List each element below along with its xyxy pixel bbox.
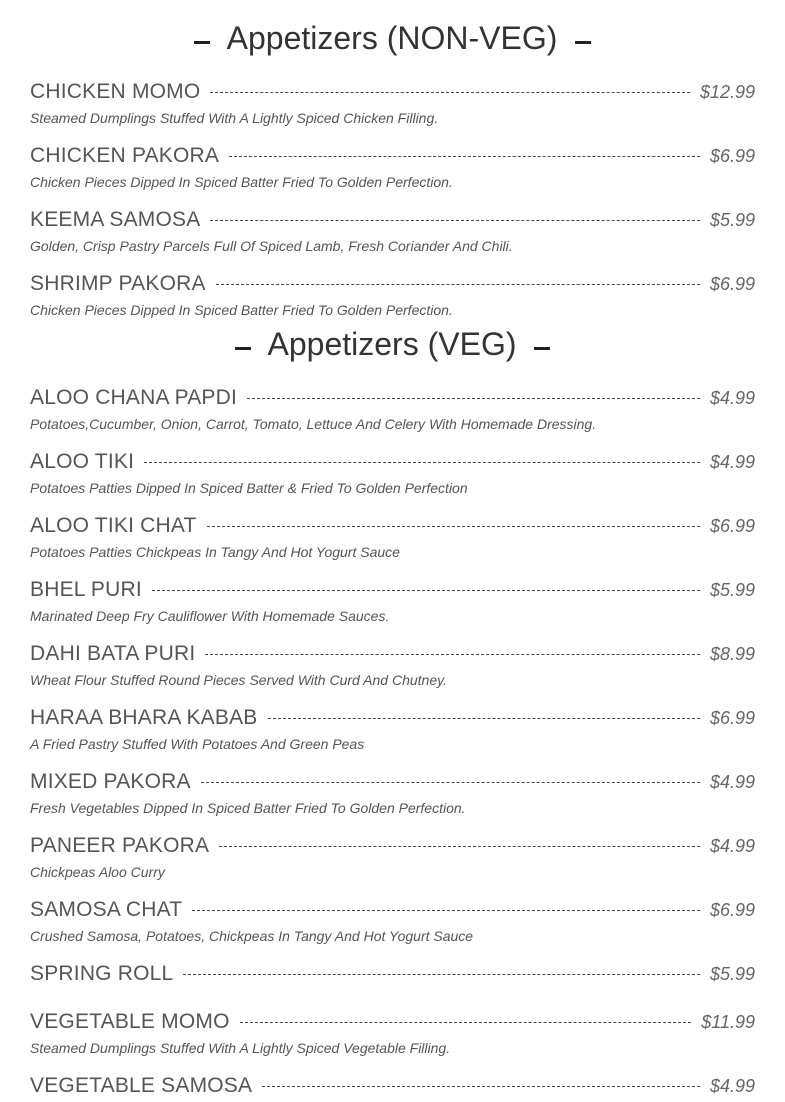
item-name: DAHI BATA PURI [30,642,196,665]
dotted-leader [247,398,700,399]
dotted-leader [240,1022,692,1023]
item-name: CHICKEN PAKORA [30,144,220,167]
dotted-leader [207,526,700,527]
menu-item [30,960,755,988]
item-price: $4.99 [709,387,755,408]
menu-item [30,78,755,126]
menu-item [30,384,755,432]
item-price: $6.99 [709,515,755,536]
item-name: PANEER PAKORA [30,834,210,857]
item-name: SHRIMP PAKORA [30,272,206,295]
item-name: CHICKEN MOMO [30,80,201,103]
menu-item [30,704,755,752]
item-name: MIXED PAKORA [30,770,191,793]
item-price: $5.99 [709,963,755,984]
item-price: $12.99 [699,81,755,102]
section-heading: Appetizers (VEG) [267,325,517,362]
item-description: A Fried Pastry Stuffed With Potatoes And Green Peas [30,736,365,752]
item-price: $6.99 [709,707,755,728]
item-name: ALOO TIKI [30,450,135,473]
item-name: KEEMA SAMOSA [30,208,201,231]
menu-item [30,1008,755,1056]
item-description: Potatoes,Cucumber, Onion, Carrot, Tomato, Lettuce And Celery With Homemade Dressing. [30,416,597,432]
section-title-non-veg [0,16,785,60]
item-name: ALOO CHANA PAPDI [30,386,238,409]
item-name: BHEL PURI [30,578,142,601]
item-price: $6.99 [709,145,755,166]
dotted-leader [144,462,700,463]
title-dash-left [235,347,251,350]
item-price: $6.99 [709,899,755,920]
dotted-leader [210,92,690,93]
menu-item [30,576,755,624]
item-description: Crushed Samosa, Potatoes, Chickpeas In Tangy And Hot Yogurt Sauce [30,928,474,944]
dotted-leader [183,974,700,975]
item-name: VEGETABLE MOMO [30,1010,230,1033]
item-price: $4.99 [709,1075,755,1096]
item-description: Chickpeas Aloo Curry [30,864,165,880]
section-title-veg [0,322,785,366]
item-price: $5.99 [709,579,755,600]
item-description: Potatoes Patties Chickpeas In Tangy And Hot Yogurt Sauce [30,544,400,560]
item-description: Marinated Deep Fry Cauliflower With Homemade Sauces. [30,608,390,624]
dotted-leader [268,718,700,719]
menu-item [30,270,755,318]
item-name: HARAA BHARA KABAB [30,706,258,729]
title-dash-right [534,347,550,350]
dotted-leader [216,284,700,285]
item-name: SAMOSA CHAT [30,898,183,921]
item-price: $8.99 [709,643,755,664]
dotted-leader [152,590,700,591]
menu-item [30,896,755,944]
item-description: Fresh Vegetables Dipped In Spiced Batter Fried To Golden Perfection. [30,800,466,816]
item-description: Steamed Dumplings Stuffed With A Lightly Spiced Vegetable Filling. [30,1040,451,1056]
dotted-leader [262,1086,700,1087]
section-heading: Appetizers (NON-VEG) [226,19,558,56]
item-name: ALOO TIKI CHAT [30,514,197,537]
item-description: Chicken Pieces Dipped In Spiced Batter Fried To Golden Perfection. [30,174,453,190]
menu-item [30,206,755,254]
item-description: Potatoes Patties Dipped In Spiced Batter & Fried To Golden Perfection [30,480,468,496]
menu-item [30,768,755,816]
menu-item [30,448,755,496]
item-price: $5.99 [709,209,755,230]
item-price: $4.99 [709,835,755,856]
dotted-leader [210,220,700,221]
dotted-leader [229,156,700,157]
item-description: Chicken Pieces Dipped In Spiced Batter Fried To Golden Perfection. [30,302,453,318]
item-description: Steamed Dumplings Stuffed With A Lightly Spiced Chicken Filling. [30,110,439,126]
dotted-leader [219,846,700,847]
item-price: $4.99 [709,451,755,472]
title-dash-left [194,41,210,44]
menu-item [30,142,755,190]
dotted-leader [205,654,700,655]
menu-item [30,512,755,560]
menu-item [30,640,755,688]
title-dash-right [575,41,591,44]
item-price: $11.99 [701,1011,755,1032]
item-name: VEGETABLE SAMOSA [30,1074,253,1097]
item-description: Wheat Flour Stuffed Round Pieces Served With Curd And Chutney. [30,672,447,688]
item-price: $6.99 [709,273,755,294]
item-description: Golden, Crisp Pastry Parcels Full Of Spiced Lamb, Fresh Coriander And Chili. [30,238,513,254]
menu-item [30,1072,755,1100]
dotted-leader [192,910,700,911]
item-price: $4.99 [709,771,755,792]
item-name: SPRING ROLL [30,962,174,985]
menu-item [30,832,755,880]
dotted-leader [201,782,700,783]
